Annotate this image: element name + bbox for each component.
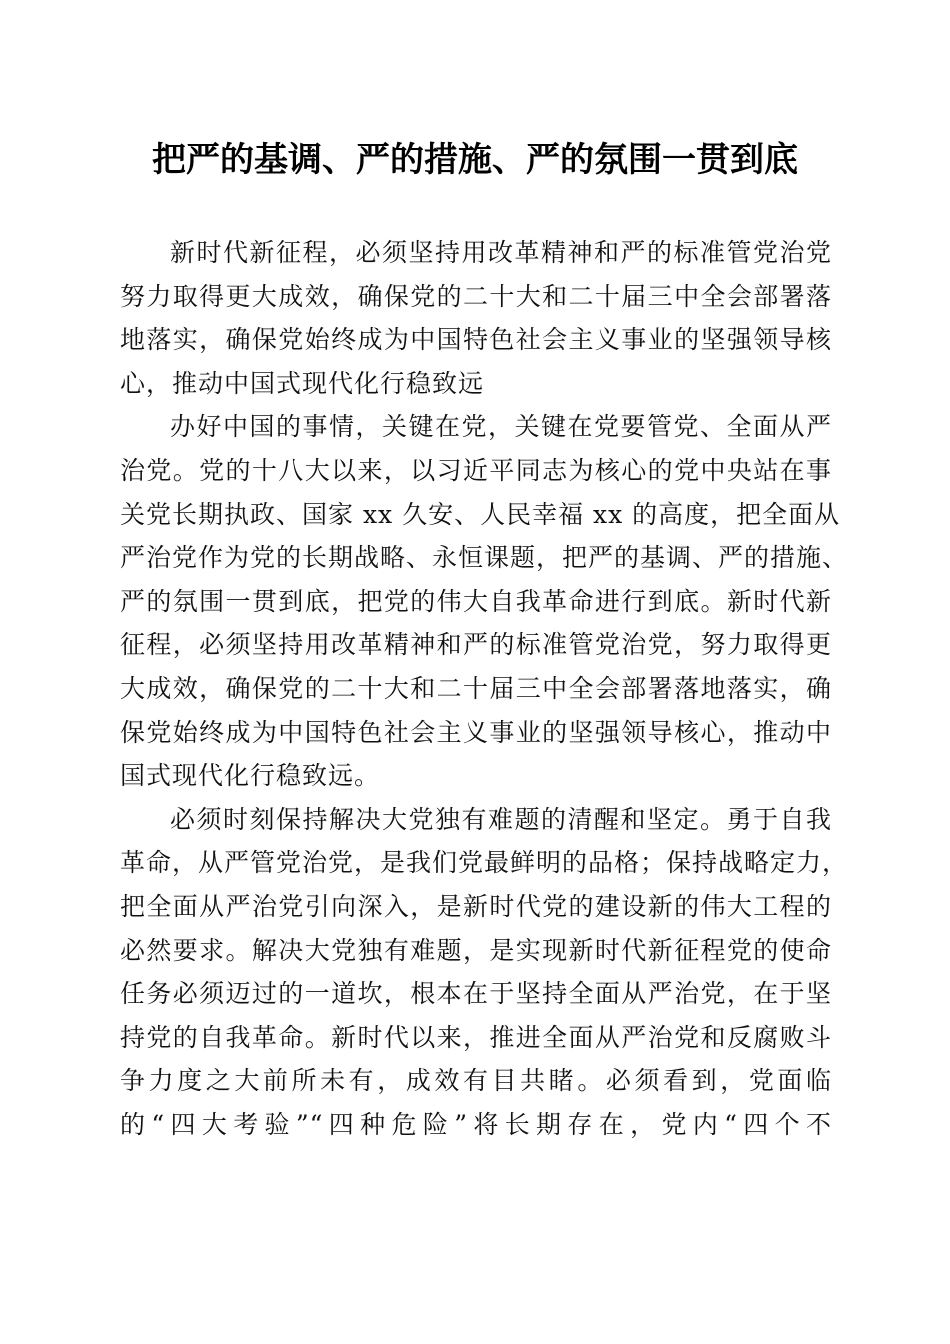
text-line: 地落实，确保党始终成为中国特色社会主义事业的坚强领导核 xyxy=(120,325,832,355)
text-line: 严治党作为党的长期战略、永恒课题，把严的基调、严的措施、 xyxy=(120,543,849,573)
text-line: 必须时刻保持解决大党独有难题的清醒和坚定。勇于自我 xyxy=(170,804,832,834)
text-line: 国式现代化行稳致远。 xyxy=(120,761,381,791)
text-line: 心，推动中国式现代化行稳致远 xyxy=(120,368,485,398)
text-line: 必然要求。解决大党独有难题，是实现新时代新征程党的使命 xyxy=(120,935,832,965)
text-line: 努力取得更大成效，确保党的二十大和二十届三中全会部署落 xyxy=(120,281,832,311)
text-line: 严的氛围一贯到底，把党的伟大自我革命进行到底。新时代新 xyxy=(120,586,832,616)
text-line: 新时代新征程，必须坚持用改革精神和严的标准管党治党 xyxy=(170,238,832,267)
text-line: 争力度之大前所未有，成效有目共睹。必须看到，党面临 xyxy=(120,1066,832,1096)
document-body xyxy=(120,231,849,1146)
text-line: 治党。党的十八大以来，以习近平同志为核心的党中央站在事 xyxy=(120,455,832,485)
text-line: 关党长期执政、国家 xx 久安、人民幸福 xx 的高度，把全面从 xyxy=(120,499,841,529)
text-line: 任务必须迈过的一道坎，根本在于坚持全面从严治党，在于坚 xyxy=(120,979,832,1009)
paragraph-3 xyxy=(120,798,849,1147)
document-title: 把严的基调、严的措施、严的氛围一贯到底 xyxy=(152,140,798,180)
paragraph-2 xyxy=(120,405,849,797)
text-line: 办好中国的事情，关键在党，关键在党要管党、全面从严 xyxy=(170,412,832,442)
text-line: 征程，必须坚持用改革精神和严的标准管党治党，努力取得更 xyxy=(120,630,832,660)
text-line: 的“四大考验”“四种危险”将长期存在，党内“四个不 xyxy=(120,1109,832,1139)
text-line: 革命，从严管党治党，是我们党最鲜明的品格；保持战略定力， xyxy=(120,848,849,878)
text-line: 把全面从严治党引向深入，是新时代党的建设新的伟大工程的 xyxy=(120,891,832,921)
text-line: 持党的自我革命。新时代以来，推进全面从严治党和反腐败斗 xyxy=(120,1022,832,1052)
text-line: 保党始终成为中国特色社会主义事业的坚强领导核心，推动中 xyxy=(120,717,832,747)
paragraph-1 xyxy=(120,231,832,405)
text-line: 大成效，确保党的二十大和二十届三中全会部署落地落实，确 xyxy=(120,673,832,703)
